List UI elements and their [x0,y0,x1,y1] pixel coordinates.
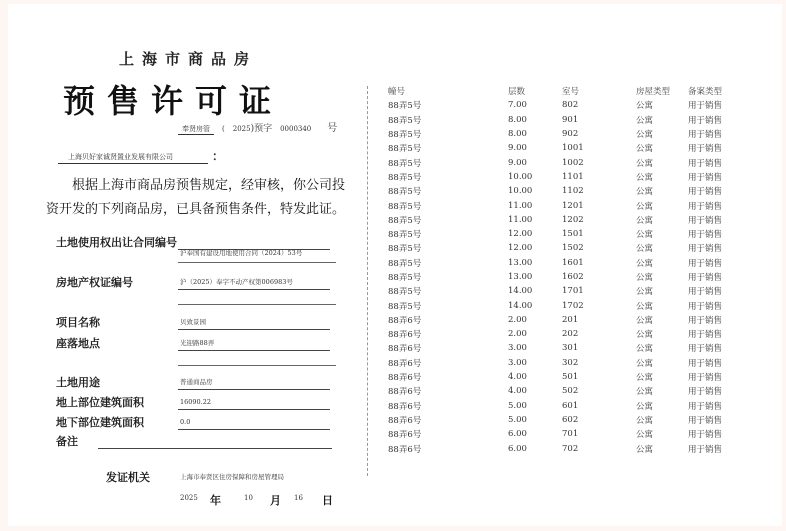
presale-permit-document [8,4,782,526]
field-value-property-cert: 沪（2025）奉字不动产权第006983号 [178,278,330,290]
table-row [388,313,768,327]
certificate-year-close: )预字 [250,124,273,134]
certificate-year-open: ( [222,125,225,133]
cell-filing-type: 用于销售 [688,215,723,226]
certificate-number-prefix: 奉贤房管 [178,124,214,135]
cell-room: 1002 [562,157,584,168]
company-name: 上海贝好家诚贤置业发展有限公司 [58,152,208,164]
cell-filing-type: 用于销售 [688,287,723,298]
field-label: 地上部位建筑面积 [56,396,144,409]
field-label: 座落地点 [56,337,100,350]
cell-floor: 13.00 [508,257,533,268]
cell-building: 88弄5号 [388,130,422,141]
cell-building: 88弄6号 [388,358,422,369]
cell-filing-type: 用于销售 [688,330,723,341]
table-row [388,155,768,169]
cell-filing-type: 用于销售 [688,130,723,141]
cell-filing-type: 用于销售 [688,301,723,312]
cell-house-type: 公寓 [636,172,654,183]
cell-filing-type: 用于销售 [688,430,723,441]
cell-building: 88弄5号 [388,172,422,183]
cell-building: 88弄6号 [388,430,422,441]
cell-floor: 3.00 [508,357,527,368]
cell-house-type: 公寓 [636,344,654,355]
table-row [388,241,768,255]
field-project-name [56,314,330,330]
cell-house-type: 公寓 [636,230,654,241]
field-value-land-contract: 沪奉国有建设用地使用合同（2024）53号 [180,249,303,257]
cell-room: 1201 [562,200,584,211]
cell-room: 802 [562,100,579,111]
cell-floor: 12.00 [508,229,533,240]
cell-room: 901 [562,114,579,125]
cell-building: 88弄6号 [388,373,422,384]
cell-room: 302 [562,357,579,368]
col-building: 幢号 [388,87,406,98]
cell-house-type: 公寓 [636,444,654,455]
table-row [388,441,768,455]
certificate-title: 预售许可证 [62,82,283,120]
cell-floor: 2.00 [508,329,527,340]
col-floor: 层数 [508,87,526,98]
cell-building: 88弄5号 [388,244,422,255]
cell-floor: 10.00 [508,186,533,197]
cell-room: 201 [562,314,579,325]
cell-filing-type: 用于销售 [688,358,723,369]
col-room: 室号 [562,87,580,98]
cell-floor: 8.00 [508,129,527,140]
table-row [388,341,768,355]
cell-house-type: 公寓 [636,130,654,141]
cell-floor: 2.00 [508,314,527,325]
field-label: 土地用途 [56,376,100,389]
cell-filing-type: 用于销售 [688,230,723,241]
certificate-serial: 0000340 [280,125,312,133]
cell-building: 88弄5号 [388,273,422,283]
cell-filing-type: 用于销售 [688,158,723,169]
cell-building: 88弄6号 [388,344,422,355]
table-row [388,399,768,413]
table-row [388,370,768,384]
cell-house-type: 公寓 [636,330,654,341]
cell-room: 902 [562,129,579,140]
cell-house-type: 公寓 [636,430,654,441]
col-filing-type: 备案类型 [688,87,723,98]
cell-room: 501 [562,372,579,383]
table-row [388,298,768,312]
perforation-divider [367,86,368,476]
table-row [388,384,768,398]
cell-house-type: 公寓 [636,315,654,326]
cell-house-type: 公寓 [636,215,654,226]
cell-floor: 11.00 [508,200,533,211]
table-row [388,284,768,298]
cell-floor: 12.00 [508,243,533,254]
cell-floor: 7.00 [508,100,527,111]
cell-house-type: 公寓 [636,287,654,298]
cell-building: 88弄5号 [388,258,422,269]
cell-building: 88弄5号 [388,287,422,298]
table-row [388,198,768,212]
cell-building: 88弄5号 [388,115,422,126]
cell-room: 1501 [562,229,584,240]
cell-filing-type: 用于销售 [688,115,723,126]
cell-filing-type: 用于销售 [688,144,723,155]
field-divider [178,262,336,263]
cell-filing-type: 用于销售 [688,401,723,412]
table-row [388,427,768,441]
cell-house-type: 公寓 [636,101,654,112]
cell-room: 701 [562,429,579,440]
table-row [388,127,768,141]
field-location [56,335,330,351]
cell-filing-type: 用于销售 [688,273,723,283]
issue-month: 10 [244,494,253,502]
certificate-statement: 根据上海市商品房预售规定，经审核，你公司投资开发的下列商品房，已具备预售条件，特发此证。 [46,178,346,217]
cell-filing-type: 用于销售 [688,373,723,384]
table-body [388,98,768,455]
cell-house-type: 公寓 [636,187,654,198]
cell-room: 1701 [562,286,584,297]
cell-house-type: 公寓 [636,387,654,398]
cell-room: 1602 [562,272,584,282]
cell-room: 1101 [562,171,584,182]
cell-floor: 5.00 [508,414,527,425]
cell-filing-type: 用于销售 [688,187,723,198]
table-row [388,270,768,284]
cell-floor: 14.00 [508,300,533,311]
table-row [388,356,768,370]
cell-room: 301 [562,343,579,354]
cell-house-type: 公寓 [636,158,654,169]
cell-floor: 14.00 [508,286,533,297]
cell-floor: 6.00 [508,443,527,454]
cell-house-type: 公寓 [636,144,654,155]
cell-filing-type: 用于销售 [688,244,723,255]
issue-year-unit: 年 [210,494,221,507]
cell-filing-type: 用于销售 [688,201,723,212]
cell-floor: 8.00 [508,114,527,125]
cell-building: 88弄5号 [388,101,422,112]
field-value-land-use: 普通商品房 [178,378,330,390]
table-row [388,256,768,270]
cell-floor: 9.00 [508,157,527,168]
table-row [388,413,768,427]
certificate-subtitle: 上海市商品房 [118,50,257,68]
cell-building: 88弄5号 [388,187,422,198]
cell-building: 88弄6号 [388,315,422,326]
cell-room: 602 [562,414,579,425]
cell-floor: 4.00 [508,386,527,397]
cell-floor: 10.00 [508,171,533,182]
cell-floor: 13.00 [508,272,533,282]
field-label: 备注 [56,435,78,448]
certificate-panel [8,4,368,526]
cell-building: 88弄6号 [388,444,422,455]
field-value-above-ground-area: 16090.22 [178,398,330,410]
issue-day-unit: 日 [322,494,333,507]
cell-building: 88弄5号 [388,201,422,212]
cell-house-type: 公寓 [636,358,654,369]
cell-building: 88弄5号 [388,215,422,226]
table-row [388,213,768,227]
cell-filing-type: 用于销售 [688,387,723,398]
cell-house-type: 公寓 [636,201,654,212]
field-label: 房地产权证编号 [56,276,133,289]
cell-building: 88弄5号 [388,144,422,155]
table-row [388,170,768,184]
cell-house-type: 公寓 [636,258,654,269]
cell-filing-type: 用于销售 [688,415,723,426]
issue-month-unit: 月 [270,494,281,507]
cell-building: 88弄6号 [388,330,422,341]
field-divider [178,365,336,366]
field-value-below-ground-area: 0.0 [178,418,330,430]
issuer-name: 上海市奉贤区住房保障和房屋管理局 [180,473,284,481]
table-row [388,98,768,112]
field-value-remarks [98,437,332,449]
cell-floor: 6.00 [508,429,527,440]
cell-filing-type: 用于销售 [688,101,723,112]
company-colon: ： [212,149,225,163]
cell-filing-type: 用于销售 [688,172,723,183]
cell-filing-type: 用于销售 [688,258,723,269]
cell-house-type: 公寓 [636,415,654,426]
cell-house-type: 公寓 [636,373,654,384]
table-row [388,327,768,341]
field-label: 地下部位建筑面积 [56,416,144,429]
certificate-number [178,119,337,135]
issuer-label: 发证机关 [106,471,150,484]
field-value-project-name: 贝致景园 [178,318,330,330]
field-label: 土地使用权出让合同编号 [56,236,177,249]
cell-room: 1001 [562,143,584,154]
cell-floor: 4.00 [508,372,527,383]
cell-room: 702 [562,443,579,454]
cell-room: 1502 [562,243,584,254]
cell-house-type: 公寓 [636,273,654,283]
cell-floor: 11.00 [508,214,533,225]
cell-building: 88弄6号 [388,387,422,398]
cell-room: 1102 [562,186,584,197]
issue-year: 2025 [180,494,198,502]
units-table [388,84,768,456]
issue-day: 16 [294,494,303,502]
cell-building: 88弄6号 [388,401,422,412]
cell-house-type: 公寓 [636,244,654,255]
cell-filing-type: 用于销售 [688,444,723,455]
cell-house-type: 公寓 [636,115,654,126]
table-row [388,227,768,241]
certificate-number-suffix: 号 [327,123,338,134]
cell-filing-type: 用于销售 [688,315,723,326]
certificate-year: 2025 [232,125,251,133]
cell-house-type: 公寓 [636,301,654,312]
cell-floor: 9.00 [508,143,527,154]
table-row [388,184,768,198]
cell-building: 88弄5号 [388,301,422,312]
field-label: 项目名称 [56,316,100,329]
cell-room: 1601 [562,257,584,268]
cell-room: 601 [562,400,579,411]
cell-filing-type: 用于销售 [688,344,723,355]
field-remarks [56,433,332,449]
cell-building: 88弄5号 [388,158,422,169]
table-row [388,141,768,155]
company-line [58,147,224,164]
cell-room: 1202 [562,214,584,225]
field-above-ground-area [56,394,330,410]
cell-floor: 3.00 [508,343,527,354]
cell-floor: 5.00 [508,400,527,411]
cell-room: 1702 [562,300,584,311]
cell-building: 88弄6号 [388,415,422,426]
table-header [388,84,768,98]
table-row [388,113,768,127]
cell-building: 88弄5号 [388,230,422,241]
cell-room: 202 [562,329,579,340]
field-property-cert [56,274,330,290]
col-house-type: 房屋类型 [636,87,671,98]
field-below-ground-area [56,414,330,430]
field-divider [178,304,336,305]
field-value-location: 光迎路88弄 [178,339,330,351]
field-land-use [56,374,330,390]
cell-room: 502 [562,386,579,397]
cell-house-type: 公寓 [636,401,654,412]
